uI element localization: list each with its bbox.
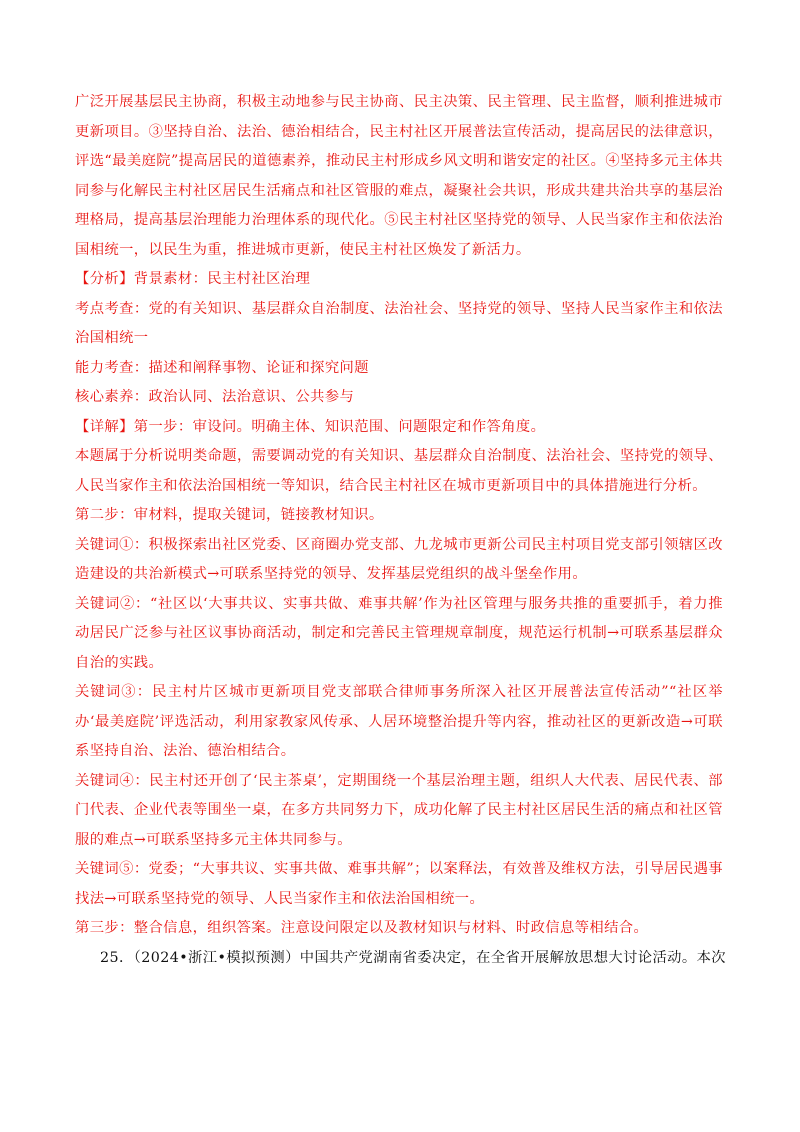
- detail-step-2: 第二步：审材料，提取关键词，链接教材知识。: [75, 507, 384, 523]
- analysis-ability: 能力考查：描述和阐释事物、论证和探究问题: [75, 359, 369, 376]
- detail-step-3: 第三步：整合信息，组织答案。注意设问限定以及教材知识与材料、时政信息等相结合。: [75, 920, 649, 936]
- analysis-background: 【分析】背景素材：民主村社区治理: [75, 271, 311, 287]
- answer-explanation: [75, 88, 726, 973]
- keyword-2: 关键词②：“社区以‘大事共议、实事共做、难事共解’作为社区管理与服务共推的重要抓手，着力推动居民广泛参与社区议事协商活动，制定和完善民主管理规章制度，规范运行机制→可联系基层群众自治的实践。: [75, 595, 723, 671]
- keyword-1: 关键词①：积极探索出社区党委、区商圈办党支部、九龙城市更新公司民主村项目党支部引领辖区改造建设的共治新模式→可联系坚持党的领导、发挥基层党组织的战斗堡垒作用。: [75, 536, 723, 582]
- analysis-knowledge: 考点考查：党的有关知识、基层群众自治制度、法治社会、坚持党的领导、坚持人民当家作主和依法治国相统一: [75, 300, 723, 346]
- answer-paragraph: 广泛开展基层民主协商，积极主动地参与民主协商、民主决策、民主管理、民主监督，顺利推进城市更新项目。③坚持自治、法治、德治相结合，民主村社区开展普法宣传活动，提高居民的法律意识，评选“最美庭院”提高居民的道德素养，推动民主村形成乡风文明和谐安定的社区。④坚持多元主体共同参与化解民主村社区居民生活痛点和社区管服的难点，凝聚社会共识，形成共建共治共享的基层治理格局，提高基层治理能力治理体系的现代化。⑤民主村社区坚持党的领导、人民当家作主和依法治国相统一，以民生为重，推进城市更新，使民主村社区焕发了新活力。: [75, 94, 723, 258]
- keyword-4: 关键词④：民主村还开创了‘民主茶桌’，定期围绕一个基层治理主题，组织人大代表、居民代表、部门代表、企业代表等围坐一桌，在多方共同努力下，成功化解了民主村社区居民生活的痛点和社区管服的难点→可联系坚持多元主体共同参与。: [75, 772, 723, 848]
- keyword-3: 关键词③：民主村片区城市更新项目党支部联合律师事务所深入社区开展普法宣传活动”“社区举办‘最美庭院’评选活动，利用家教家风传承、人居环境整治提升等内容，推动社区的更新改造→可联系坚持自治、法治、德治相结合。: [75, 684, 723, 759]
- analysis-literacy: 核心素养：政治认同、法治意识、公共参与: [75, 389, 355, 405]
- detail-step-1-body: 本题属于分析说明类命题，需要调动党的有关知识、基层群众自治制度、法治社会、坚持党的领导、人民当家作主和依法治国相统一等知识，结合民主村社区在城市更新项目中的具体措施进行分析。: [75, 448, 723, 494]
- detail-step-1: 【详解】第一步：审设问。明确主体、知识范围、问题限定和作答角度。: [75, 418, 546, 435]
- keyword-5: 关键词⑤：党委；“大事共议、实事共做、难事共解”；以案释法，有效普及维权方法，引导居民遇事找法→可联系坚持党的领导、人民当家作主和依法治国相统一。: [75, 861, 723, 907]
- next-question: 25．（2024•浙江•模拟预测）中国共产党湖南省委决定，在全省开展解放思想大讨论活动。本次: [100, 949, 726, 966]
